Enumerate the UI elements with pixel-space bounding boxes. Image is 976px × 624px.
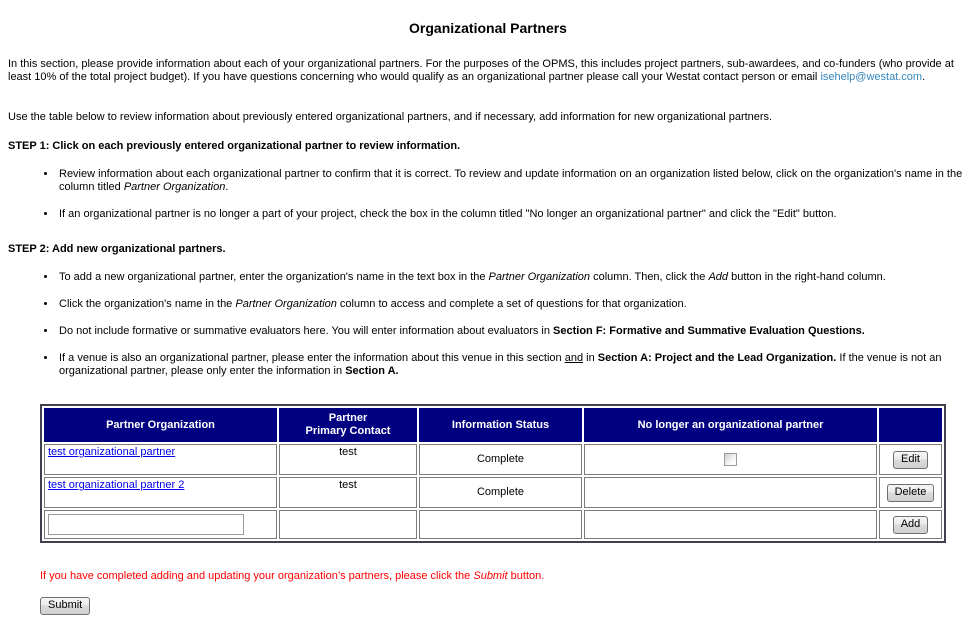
action-cell xyxy=(879,477,942,508)
text-segment: . xyxy=(225,181,229,193)
step2-bullet xyxy=(57,271,968,284)
text-segment: Section A: Project and the Lead Organization. xyxy=(597,352,837,364)
partner-name-cell xyxy=(44,477,277,508)
action-cell xyxy=(879,444,942,475)
primary-contact-cell: test xyxy=(279,444,417,475)
column-header-actions xyxy=(879,408,942,442)
primary-contact-cell: test xyxy=(279,477,417,508)
page-title: Organizational Partners xyxy=(409,20,567,36)
email-link[interactable]: isehelp@westat.com xyxy=(820,71,923,83)
table-row xyxy=(44,444,942,475)
text-segment: and xyxy=(564,352,584,364)
step1-bullet-list xyxy=(8,168,968,221)
text-segment: in xyxy=(583,352,598,364)
step1-bullet xyxy=(57,208,968,221)
text-segment: In this section, please provide information about each of your organizational partners. For the purposes of the OPMS, this includes project partners, sub-awardees, and co-funders (who provide at least 10% of the total project budget). If you have questions concerning who would qualify as an organizational partner please call your Westat contact person or email xyxy=(8,58,954,83)
status-cell: Complete xyxy=(419,444,582,475)
new-partner-cell xyxy=(44,510,277,539)
status-cell: Complete xyxy=(419,477,582,508)
partners-table xyxy=(40,404,946,543)
text-segment: column. Then, click the xyxy=(590,271,709,283)
text-segment: If an organizational partner is no longer a part of your project, check the box in the column titled "No longer an organizational partner" and click the "Edit" button. xyxy=(59,208,837,220)
column-header-no-longer-partner: No longer an organizational partner xyxy=(584,408,877,442)
delete-button[interactable]: Delete xyxy=(887,484,935,502)
table-row xyxy=(44,510,942,539)
add-button[interactable]: Add xyxy=(893,516,929,534)
text-segment: button. xyxy=(507,570,545,582)
step2-heading: STEP 2: Add new organizational partners. xyxy=(8,243,226,255)
new-partner-input[interactable] xyxy=(48,514,244,535)
text-segment: column to access and complete a set of questions for that organization. xyxy=(336,298,687,310)
step2-bullet-list xyxy=(8,271,968,378)
step2-bullet xyxy=(57,325,968,338)
text-segment: Submit xyxy=(473,570,508,582)
text-segment: Partner Organization xyxy=(235,298,337,310)
text-segment: Click the organization's name in the xyxy=(59,298,236,310)
no-longer-cell xyxy=(584,510,877,539)
table-header-row xyxy=(44,408,942,442)
text-segment: Partner Organization xyxy=(123,181,226,193)
text-segment: If the venue is not an organizational partner, please only enter the information in xyxy=(59,352,942,377)
intro-paragraph xyxy=(8,58,968,84)
step2-bullet xyxy=(57,352,968,378)
page-content xyxy=(0,21,976,615)
no-longer-cell xyxy=(584,477,877,508)
text-segment: Review information about each organizational partner to confirm that it is correct. To review and update information on an organization listed below, click on the organization's name in the column titled xyxy=(59,168,963,193)
header-line: Partner xyxy=(328,412,368,424)
table-instructions: Use the table below to review information about previously entered organizational partners, and if necessary, add information for new organizational partners. xyxy=(8,111,773,123)
submit-area xyxy=(40,597,968,615)
column-header-partner-organization: Partner Organization xyxy=(44,408,277,442)
action-cell xyxy=(879,510,942,539)
table-row xyxy=(44,477,942,508)
column-header-partner-primary-contact xyxy=(279,408,417,442)
primary-contact-cell xyxy=(279,510,417,539)
status-cell xyxy=(419,510,582,539)
step1-bullet xyxy=(57,168,968,194)
partner-link[interactable]: test organizational partner xyxy=(48,446,176,458)
text-segment: button in the right-hand column. xyxy=(728,271,886,283)
text-segment: . xyxy=(922,71,926,83)
text-segment: Do not include formative or summative evaluators here. You will enter information about evaluators in xyxy=(59,325,554,337)
edit-button[interactable]: Edit xyxy=(893,451,928,469)
submit-button[interactable]: Submit xyxy=(40,597,90,615)
header-line: Primary Contact xyxy=(305,425,391,437)
text-segment: Section A. xyxy=(345,365,399,377)
step2-bullet xyxy=(57,298,968,311)
text-segment: Partner Organization xyxy=(488,271,591,283)
partner-name-cell xyxy=(44,444,277,475)
text-segment: Section F: Formative and Summative Evaluation Questions. xyxy=(553,325,865,337)
submit-instructions xyxy=(40,570,968,583)
text-segment: If you have completed adding and updating your organization’s partners, please click the xyxy=(40,570,474,582)
column-header-information-status: Information Status xyxy=(419,408,582,442)
text-segment: If a venue is also an organizational partner, please enter the information about this venue in this section xyxy=(59,352,565,364)
step1-heading: STEP 1: Click on each previously entered organizational partner to review information. xyxy=(8,140,461,152)
text-segment: Add xyxy=(708,271,729,283)
no-longer-checkbox[interactable] xyxy=(724,453,737,466)
text-segment: To add a new organizational partner, enter the organization's name in the text box in the xyxy=(59,271,489,283)
partner-link[interactable]: test organizational partner 2 xyxy=(48,479,185,491)
no-longer-cell xyxy=(584,444,877,475)
